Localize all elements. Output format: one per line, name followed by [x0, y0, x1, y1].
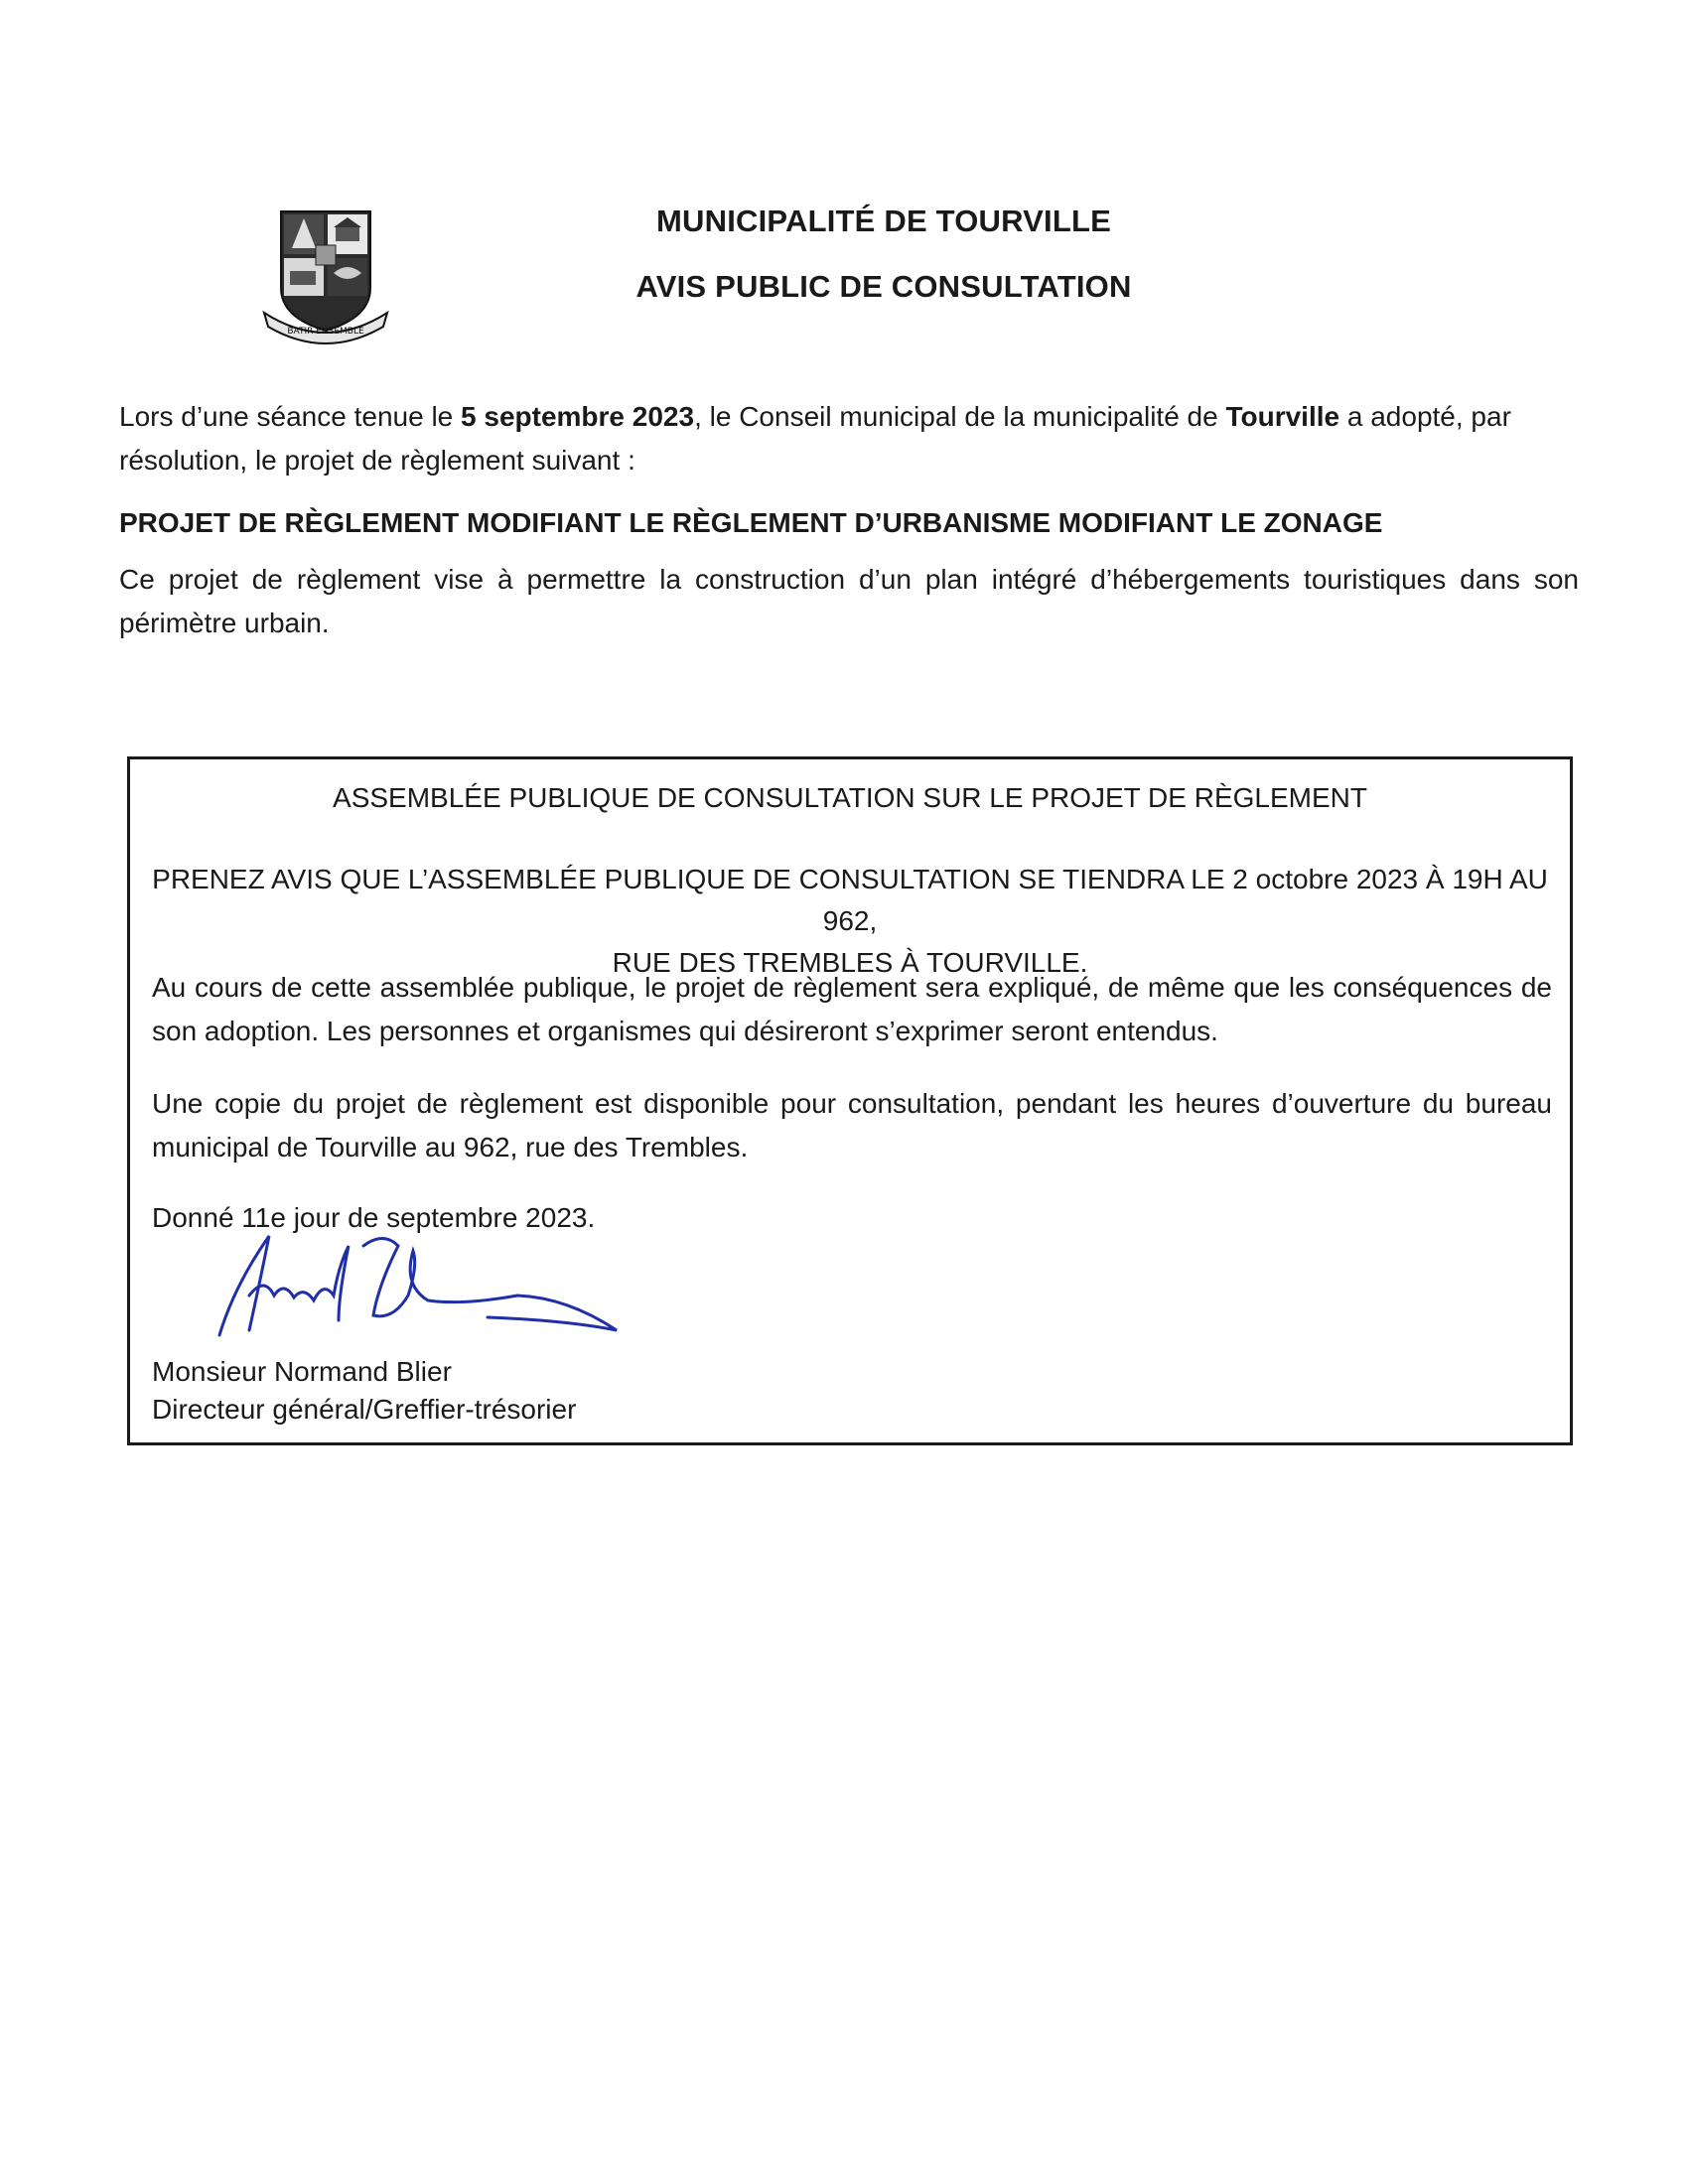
signatory-name: Monsieur Normand Blier [152, 1356, 452, 1387]
handwritten-signature [190, 1226, 706, 1355]
municipal-coat-of-arms-logo [256, 204, 395, 347]
intro-text-part1: Lors d’une séance tenue le [119, 401, 462, 432]
given-date-line: Donné 11e jour de septembre 2023. [152, 1202, 596, 1233]
copy-availability-paragraph: Une copie du projet de règlement est disponible pour consultation, pendant les heures d’ouverture du bureau municipal de Tourville au 962, rue des Trembles. [152, 1088, 1552, 1162]
intro-text-part2: , le Conseil municipal de la municipalité de [694, 401, 1226, 432]
signatory-title: Directeur général/Greffier-trésorier [152, 1394, 577, 1425]
assembly-notice-line1: PRENEZ AVIS QUE L’ASSEMBLÉE PUBLIQUE DE CONSULTATION SE TIENDRA LE 2 octobre 2023 À 19H AU 962, [152, 864, 1548, 936]
consultation-notice-box [127, 756, 1573, 1445]
bylaw-description: Ce projet de règlement vise à permettre la construction d’un plan intégré d’hébergements touristiques dans son périmètre urbain. [119, 564, 1579, 638]
bylaw-title: PROJET DE RÈGLEMENT MODIFIANT LE RÈGLEMENT D’URBANISME MODIFIANT LE ZONAGE [119, 507, 1383, 538]
notice-title: AVIS PUBLIC DE CONSULTATION [635, 269, 1132, 304]
municipality-name: Tourville [1225, 401, 1340, 432]
assembly-details-paragraph: Au cours de cette assemblée publique, le projet de règlement sera expliqué, de même que les conséquences de son adoption. Les personnes et organismes qui désireront s’exprimer seront entendus. [152, 972, 1552, 1046]
intro-text-part3: a adopté, par résolution, le projet de règlement suivant : [119, 401, 1511, 476]
meeting-date: 5 septembre 2023 [461, 401, 695, 432]
assembly-notice-line2: RUE DES TREMBLES À TOURVILLE. [612, 947, 1088, 978]
intro-paragraph [119, 395, 1579, 482]
municipality-title: MUNICIPALITÉ DE TOURVILLE [656, 204, 1111, 238]
svg-text:BATIR ENSEMBLE: BATIR ENSEMBLE [287, 327, 364, 337]
document-header [556, 204, 1211, 305]
assembly-heading: ASSEMBLÉE PUBLIQUE DE CONSULTATION SUR LE PROJET DE RÈGLEMENT [333, 782, 1367, 813]
